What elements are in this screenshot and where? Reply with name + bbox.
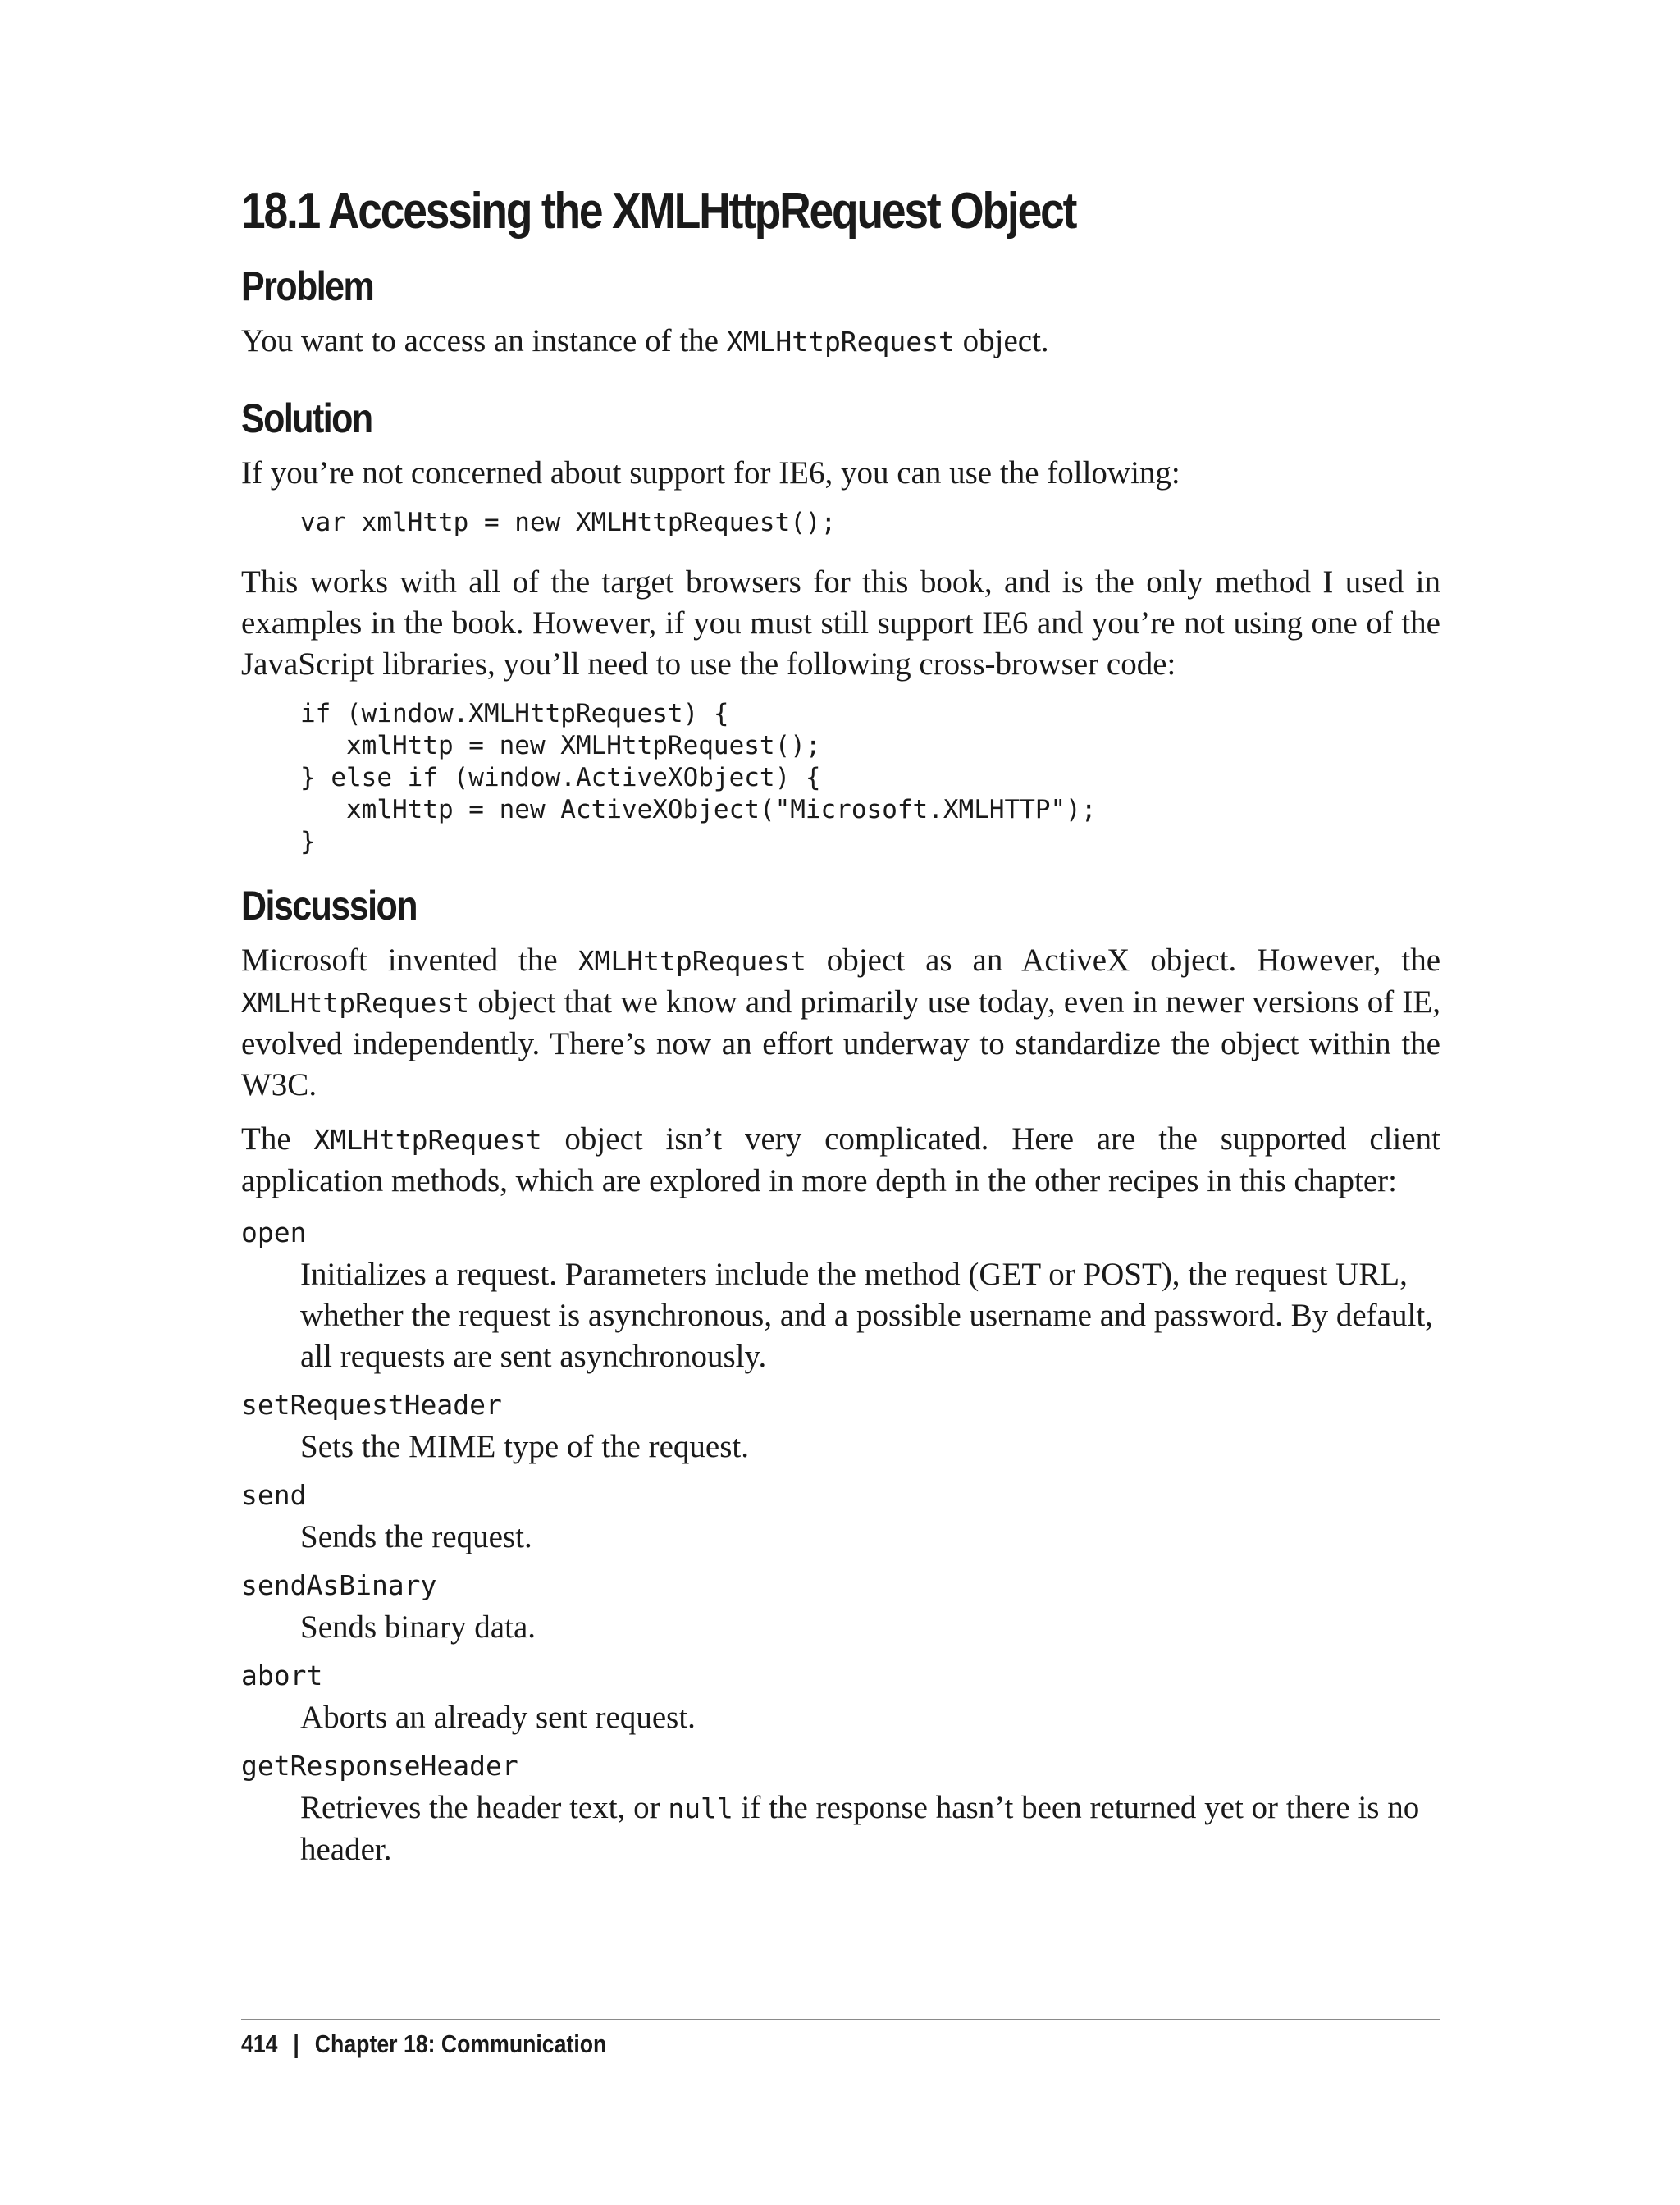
discussion-text: The — [241, 1121, 314, 1157]
code-block-cross-browser: if (window.XMLHttpRequest) { xmlHttp = new XMLHttpRequest(); } else if (window.ActiveXObject) { xmlHttp = new ActiveXObject("Microsoft.XMLHTTP"); } — [300, 699, 1097, 857]
method-desc-text: Retrieves the header text, or — [300, 1790, 669, 1826]
method-name-open: open — [241, 1217, 307, 1249]
section-title: 18.1 Accessing the XMLHttpRequest Object — [241, 183, 1076, 240]
inline-code: null — [668, 1792, 733, 1825]
method-name-abort: abort — [241, 1659, 323, 1692]
problem-text-a: You want to access an instance of the — [241, 323, 727, 359]
method-desc-send: Sends the request. — [300, 1519, 532, 1555]
method-list — [241, 1215, 1440, 1870]
method-desc-sendasbinary: Sends binary data. — [300, 1609, 536, 1646]
page-footer — [241, 2029, 606, 2059]
method-desc-setrequestheader: Sets the MIME type of the request. — [300, 1429, 749, 1465]
method-desc-getresponseheader — [300, 1787, 1440, 1870]
discussion-heading: Discussion — [241, 883, 417, 929]
method-name-send: send — [241, 1479, 307, 1512]
page-content — [241, 182, 1440, 1877]
discussion-text: object as an ActiveX object. However, the — [806, 943, 1440, 979]
inline-code: XMLHttpRequest — [578, 945, 806, 978]
footer-divider — [241, 2019, 1440, 2020]
method-name-sendasbinary: sendAsBinary — [241, 1569, 437, 1602]
discussion-text: object that we know and primarily use today, even in newer versions of IE, evolved independently. There’s now an effort underway to standardize the object within the W3C. — [241, 984, 1440, 1103]
problem-heading: Problem — [241, 263, 374, 310]
solution-intro: If you’re not concerned about support for IE6, you can use the following: — [241, 455, 1180, 491]
footer-separator: | — [293, 2029, 299, 2058]
problem-text-b: object. — [954, 323, 1049, 359]
method-desc-abort: Aborts an already sent request. — [300, 1700, 696, 1736]
discussion-text: object isn’t very complicated. Here are the supported client application methods, which are explored in more depth in the other recipes in this chapter: — [241, 1121, 1440, 1199]
method-name-getresponseheader: getResponseHeader — [241, 1750, 518, 1783]
solution-paragraph: This works with all of the target browsers for this book, and is the only method I used in examples in the book. However, if you must still support IE6 and you’re not using one of the JavaScript libraries, you’ll need to use the following cross-browser code: — [241, 564, 1440, 682]
solution-heading: Solution — [241, 395, 372, 442]
discussion-text: Microsoft invented the — [241, 943, 578, 979]
inline-code: XMLHttpRequest — [241, 987, 470, 1020]
inline-code: XMLHttpRequest — [726, 326, 955, 358]
method-desc-text: if the response hasn’t been returned yet or there is no header. — [300, 1790, 1420, 1868]
code-block-simple: var xmlHttp = new XMLHttpRequest(); — [300, 508, 837, 538]
discussion-paragraph-2 — [241, 1119, 1440, 1202]
method-name-setrequestheader: setRequestHeader — [241, 1389, 502, 1422]
inline-code: XMLHttpRequest — [313, 1124, 542, 1157]
method-desc-open: Initializes a request. Parameters include the method (GET or POST), the request URL, whether the request is asynchronous, and a possible username and password. By default, all requests are sent asynchronously. — [300, 1257, 1433, 1375]
discussion-paragraph-1 — [241, 940, 1440, 1106]
chapter-title: Chapter 18: Communication — [314, 2029, 607, 2058]
problem-text — [241, 321, 1440, 363]
page-number: 414 — [241, 2029, 278, 2058]
